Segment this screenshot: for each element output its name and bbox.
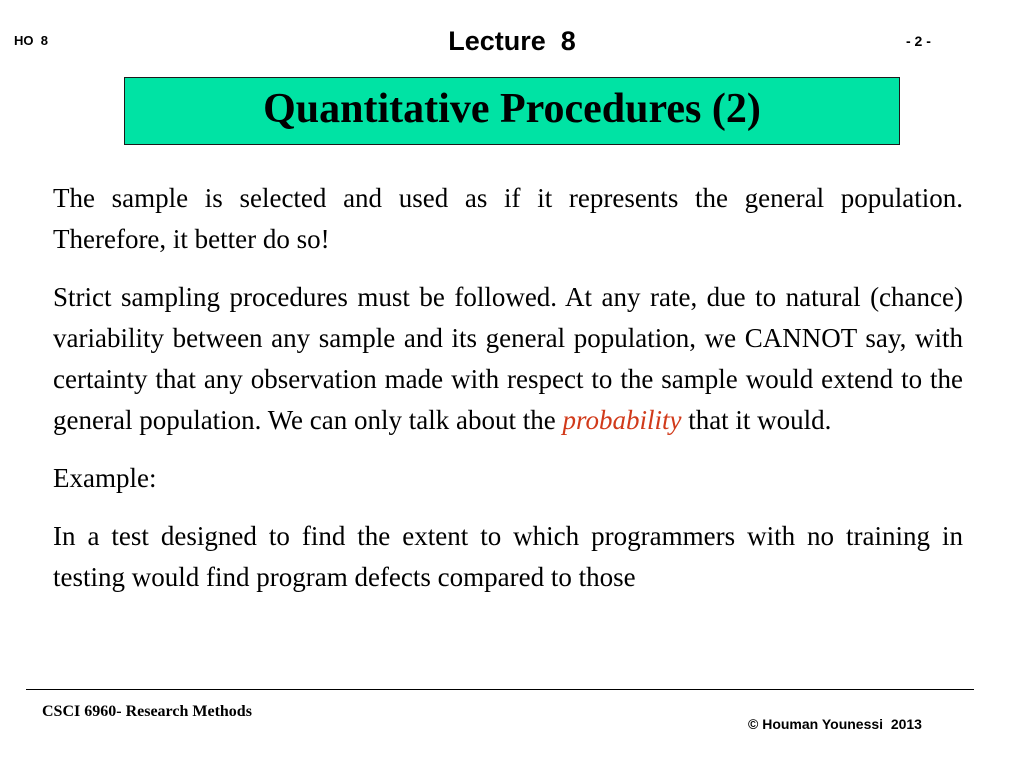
handout-label: HO 8 xyxy=(14,33,48,48)
paragraph-sampling-procedures xyxy=(53,277,963,441)
title-banner xyxy=(124,77,900,145)
footer-divider xyxy=(26,689,974,690)
probability-emphasis: probability xyxy=(562,405,682,435)
paragraph-example-label: Example: xyxy=(53,463,157,493)
lecture-heading: Lecture 8 xyxy=(448,26,576,56)
footer-copyright: © Houman Younessi 2013 xyxy=(748,716,922,732)
paragraph-sample: The sample is selected and used as if it represents the general population. Therefore, it better do so! xyxy=(53,183,963,254)
paragraph-sampling-tail: that it would. xyxy=(681,405,832,435)
footer-course: CSCI 6960- Research Methods xyxy=(42,703,252,720)
slide-body xyxy=(53,178,963,615)
slide-title: Quantitative Procedures (2) xyxy=(263,86,761,132)
paragraph-sampling-text: Strict sampling procedures must be followed. At any rate, due to natural (chance) variability between any sample and its general population, we CANNOT say, with certainty that any observation made with respect to the sample would extend to the general population. We can only talk about the xyxy=(53,282,963,435)
page-number: - 2 - xyxy=(906,33,931,49)
paragraph-example-text: In a test designed to find the extent to which programmers with no training in testing would find program defects compared to those xyxy=(53,521,963,592)
